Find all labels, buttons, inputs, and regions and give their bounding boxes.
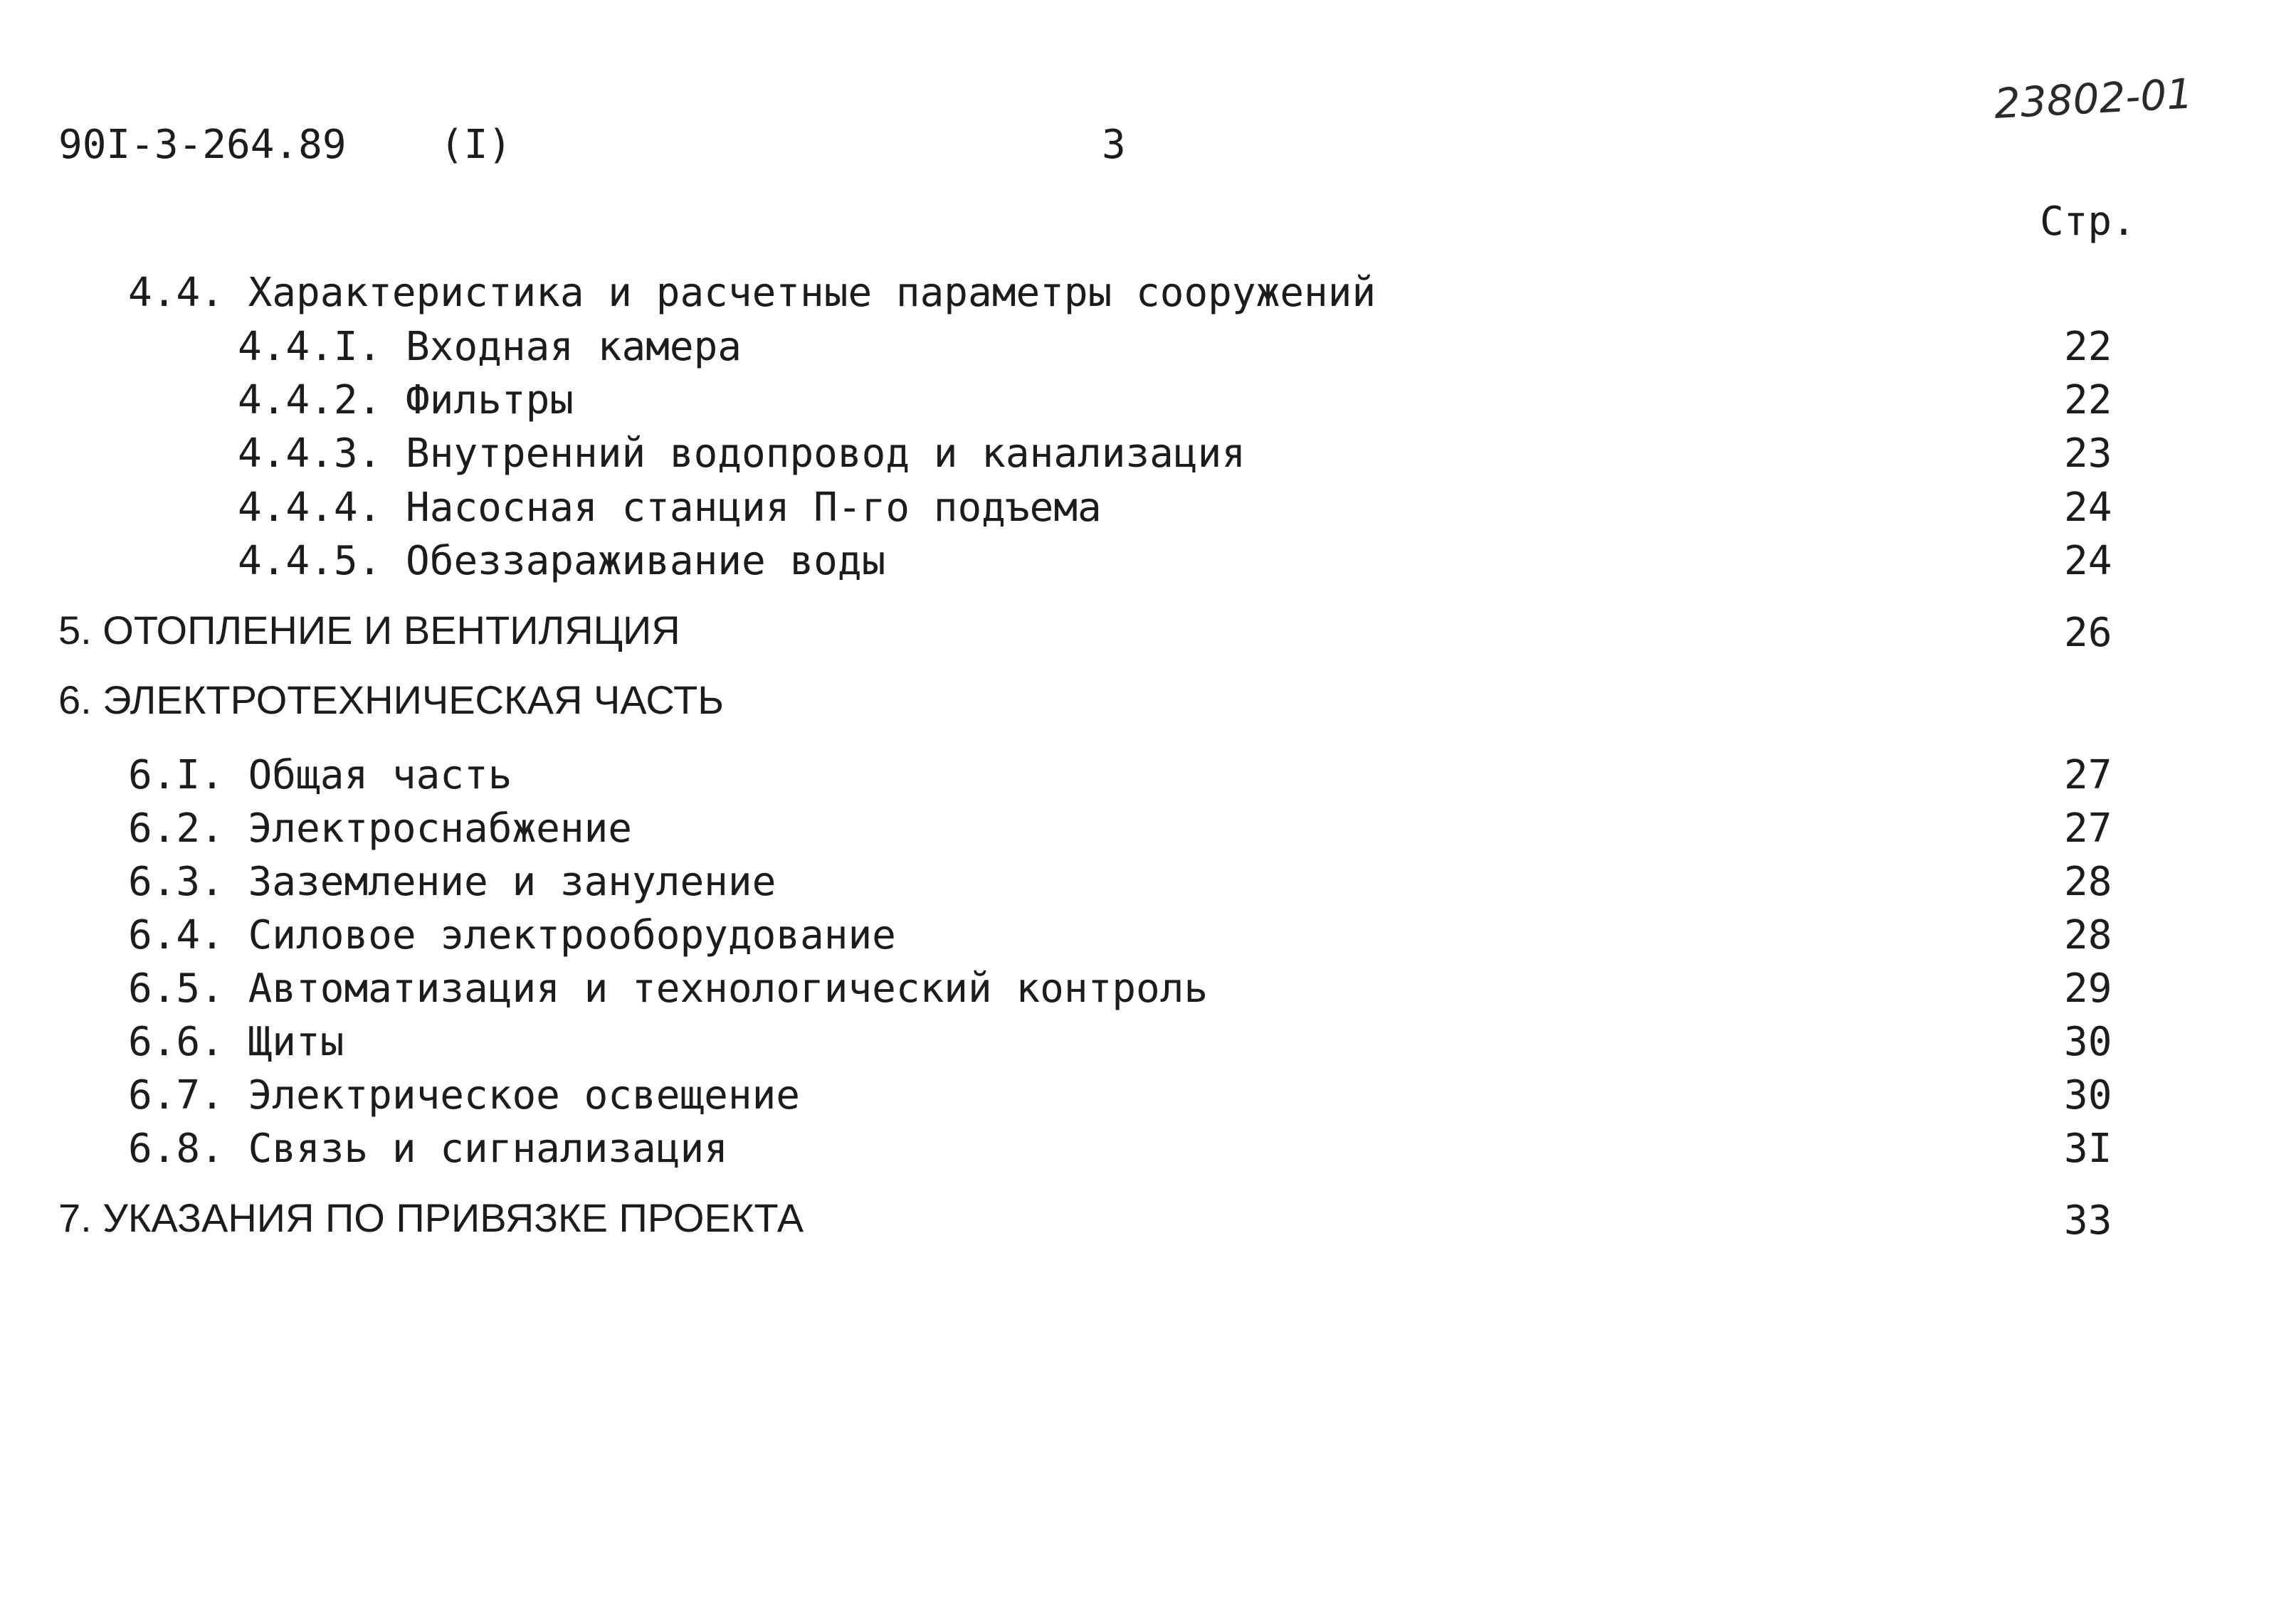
toc-entry-6-4 — [128, 912, 896, 958]
toc-page-6-6: 30 — [2064, 1019, 2112, 1065]
toc-entry-4-4 — [128, 270, 1376, 316]
toc-section-5 — [58, 610, 680, 650]
toc-entry-6-7 — [128, 1072, 801, 1118]
toc-page-6-2: 27 — [2064, 805, 2112, 852]
page-column-label: Стр. — [2040, 199, 2136, 245]
toc-page-7: 33 — [2064, 1197, 2112, 1244]
toc-entry-4-4-5 — [238, 538, 886, 584]
page-number: 3 — [1102, 122, 1126, 168]
toc-entry-number: 6.4. — [128, 912, 224, 958]
toc-section-7 — [58, 1195, 804, 1240]
toc-entry-number: 4.4.2. — [238, 377, 382, 423]
toc-entry-6-8 — [128, 1126, 728, 1172]
toc-page-4-4-2: 22 — [2064, 377, 2112, 423]
toc-page-4-4-3: 23 — [2064, 430, 2112, 477]
toc-page-4-4-1: 22 — [2064, 324, 2112, 370]
toc-entry-title: Фильтры — [406, 377, 574, 423]
toc-entry-6-2 — [128, 805, 633, 852]
toc-entry-number: 4.4.I. — [238, 324, 382, 370]
toc-page-4-4-4: 24 — [2064, 485, 2112, 531]
toc-entry-number: 6.8. — [128, 1126, 224, 1172]
toc-entry-6-5 — [128, 966, 1208, 1012]
toc-entry-4-4-2 — [238, 377, 574, 423]
toc-entry-number: 6.5. — [128, 966, 224, 1012]
toc-page-6-7: 30 — [2064, 1072, 2112, 1118]
toc-page-6-1: 27 — [2064, 752, 2112, 798]
toc-entry-number: 4.4.3. — [238, 430, 382, 477]
toc-entry-number: 6.6. — [128, 1019, 224, 1065]
handwritten-inventory-number: 23802-01 — [1993, 69, 2194, 128]
toc-entry-number: 4.4. — [128, 270, 224, 316]
toc-entry-4-4-1 — [238, 324, 742, 370]
toc-entry-title: Характеристика и расчетные параметры сооружений — [248, 270, 1376, 316]
document-part: (I) — [440, 122, 512, 168]
toc-entry-title: Входная камера — [406, 324, 742, 370]
toc-entry-title: Электроснабжение — [248, 805, 633, 852]
toc-entry-title: Силовое электрооборудование — [248, 912, 896, 958]
toc-entry-title: Связь и сигнализация — [248, 1126, 728, 1172]
toc-page-6-5: 29 — [2064, 966, 2112, 1012]
toc-entry-number: 6.7. — [128, 1072, 224, 1118]
toc-entry-6-1 — [128, 752, 512, 798]
toc-page-6-3: 28 — [2064, 859, 2112, 905]
toc-entry-number: 6.2. — [128, 805, 224, 852]
toc-section-number: 7. — [58, 1195, 92, 1240]
toc-entry-title: Заземление и зануление — [248, 859, 776, 905]
toc-entry-title: Обеззараживание воды — [406, 538, 886, 584]
toc-entry-number: 6.3. — [128, 859, 224, 905]
toc-page-4-4-5: 24 — [2064, 538, 2112, 584]
toc-entry-title: Щиты — [248, 1019, 344, 1065]
toc-entry-title: Автоматизация и технологический контроль — [248, 966, 1208, 1012]
toc-entry-6-3 — [128, 859, 776, 905]
toc-entry-number: 4.4.4. — [238, 485, 382, 531]
toc-entry-title: Электрическое освещение — [248, 1072, 801, 1118]
toc-entry-4-4-4 — [238, 485, 1102, 531]
document-code: 90I-3-264.89 — [58, 122, 347, 168]
toc-section-title: УКАЗАНИЯ ПО ПРИВЯЗКЕ ПРОЕКТА — [102, 1195, 804, 1240]
toc-page-6-4: 28 — [2064, 912, 2112, 958]
toc-section-6 — [58, 677, 724, 722]
toc-entry-4-4-3 — [238, 430, 1246, 477]
toc-entry-number: 6.I. — [128, 752, 224, 798]
toc-entry-title: Насосная станция П-го подъема — [406, 485, 1102, 531]
toc-section-title: ЭЛЕКТРОТЕХНИЧЕСКАЯ ЧАСТЬ — [102, 677, 724, 722]
toc-section-number: 6. — [58, 677, 92, 722]
toc-entry-title: Общая часть — [248, 752, 512, 798]
toc-section-title: ОТОПЛЕНИЕ И ВЕНТИЛЯЦИЯ — [102, 608, 680, 652]
toc-entry-6-6 — [128, 1019, 344, 1065]
toc-page-6-8: 3I — [2064, 1126, 2112, 1172]
toc-section-number: 5. — [58, 608, 92, 652]
toc-entry-number: 4.4.5. — [238, 538, 382, 584]
toc-entry-title: Внутренний водопровод и канализация — [406, 430, 1246, 477]
toc-page-5: 26 — [2064, 610, 2112, 656]
